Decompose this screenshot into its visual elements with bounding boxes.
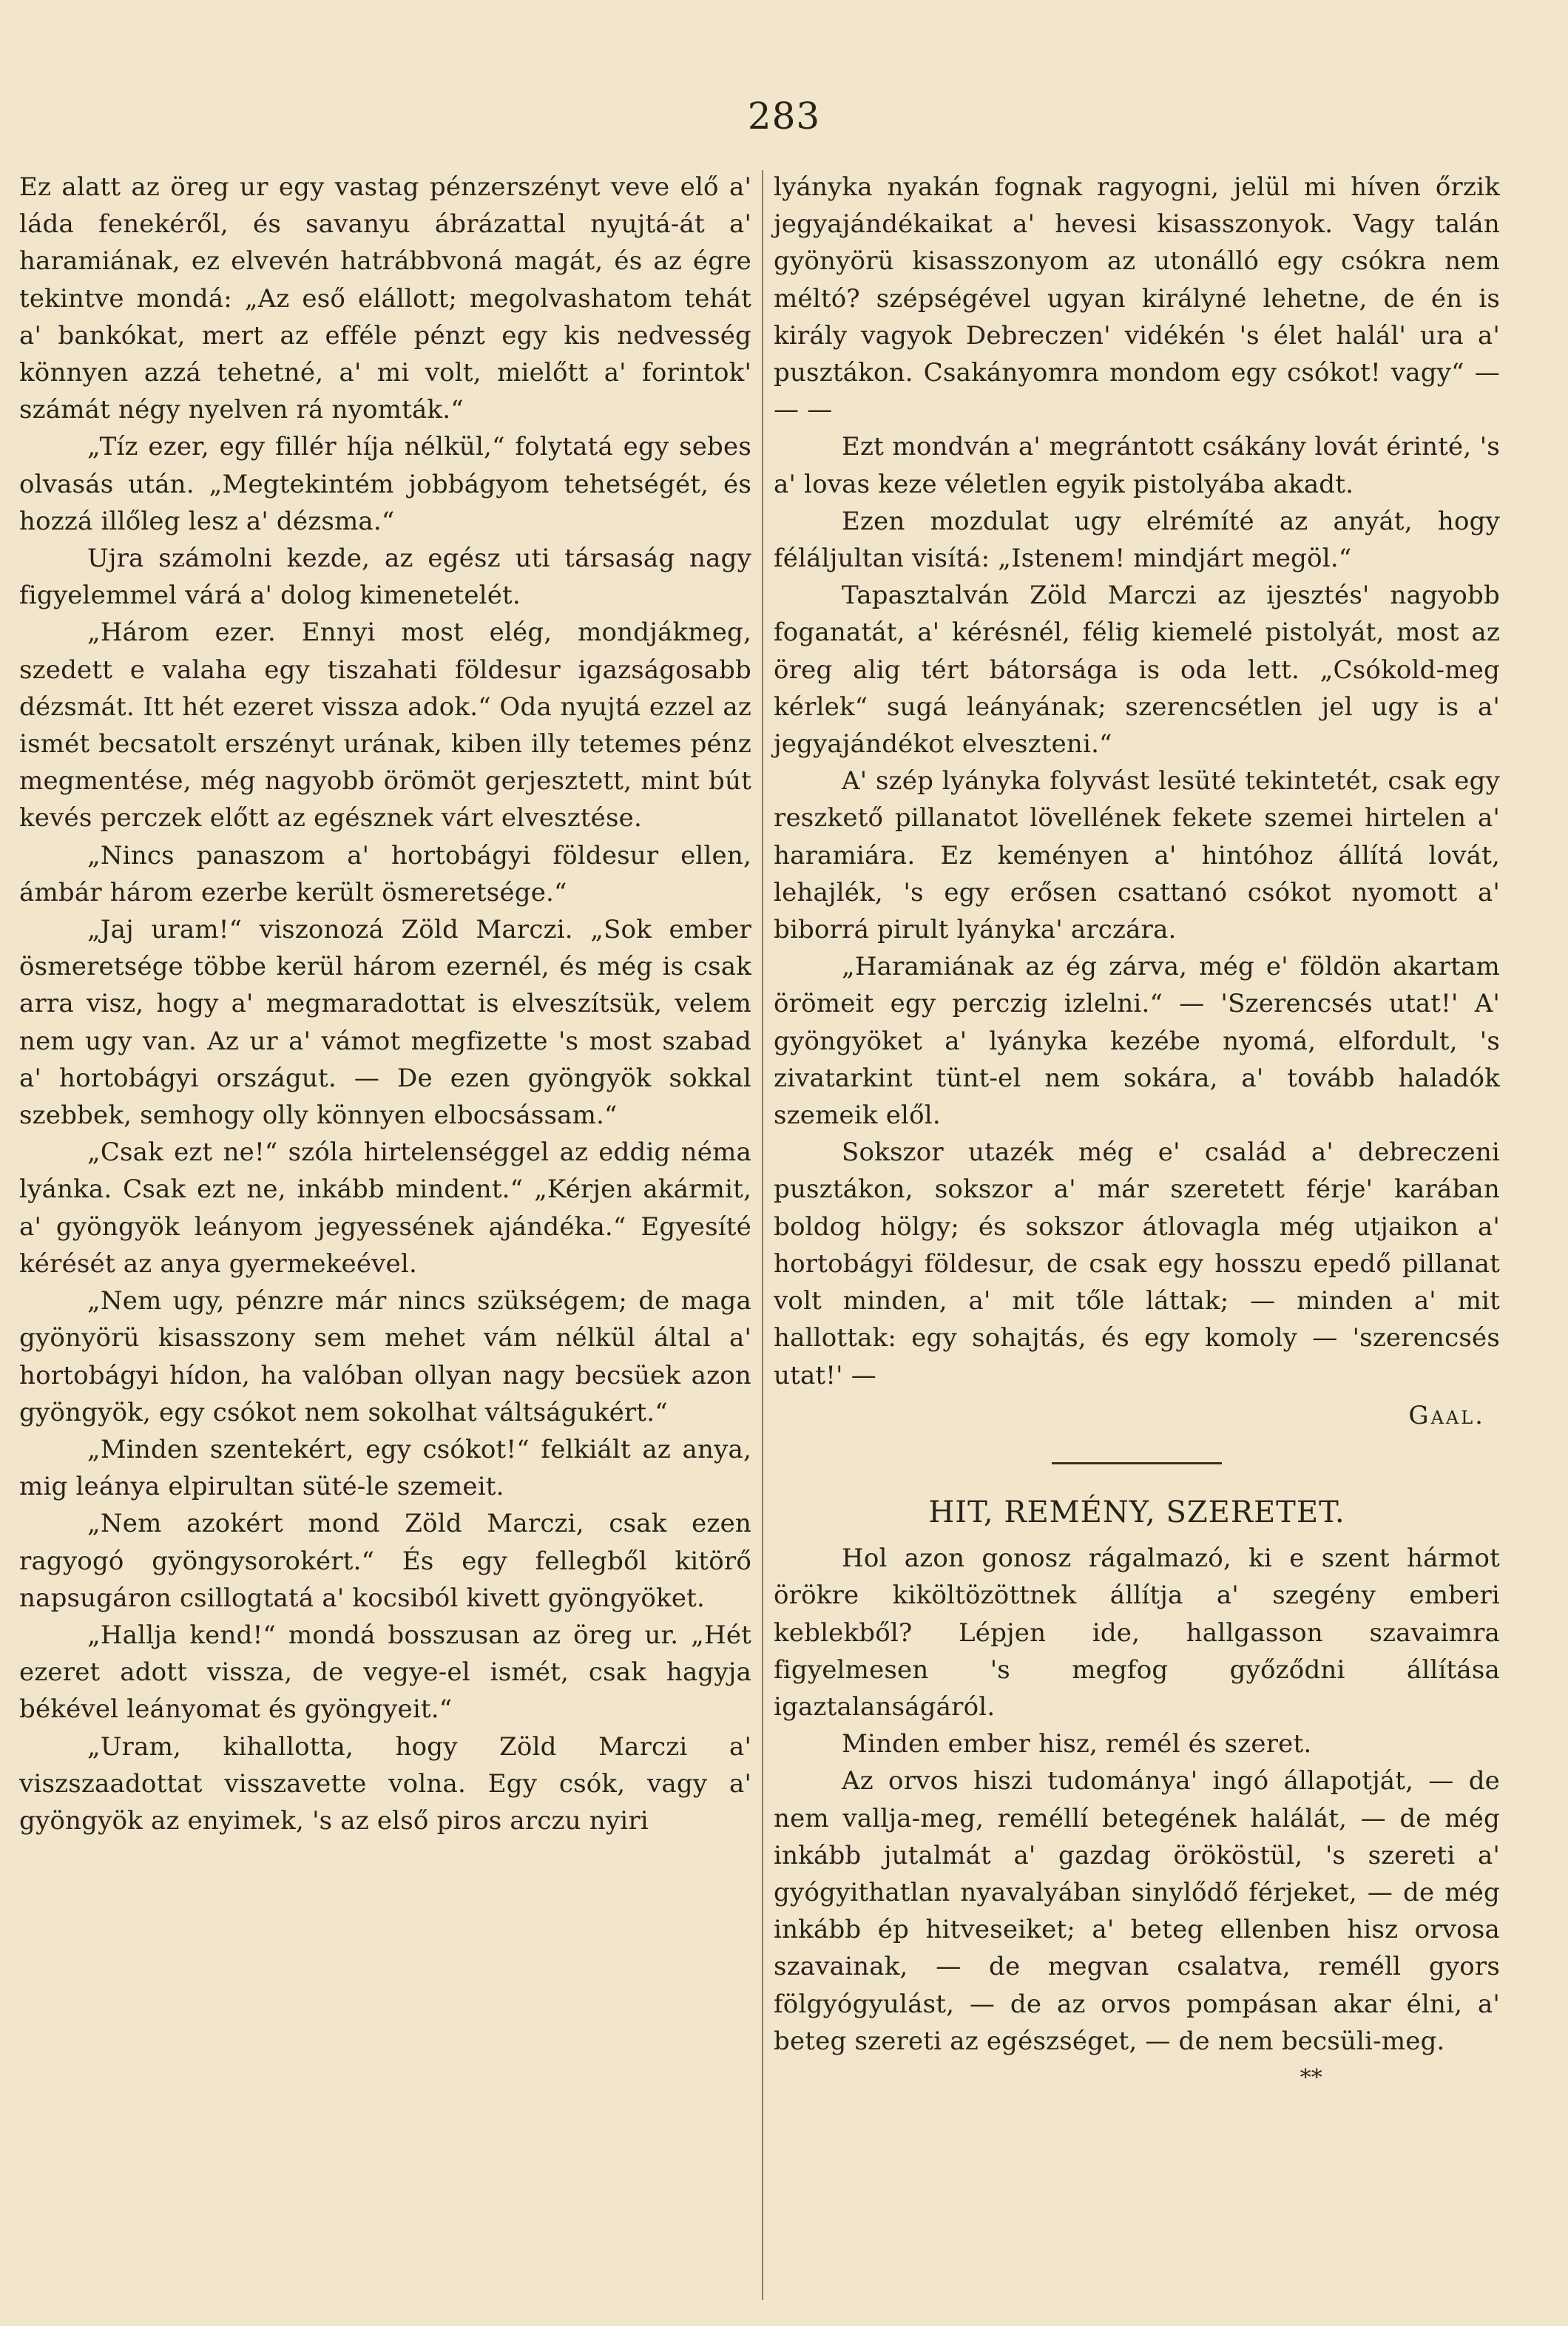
paragraph: „Nincs panaszom a' hortobágyi földesur ellen, ámbár három ezerbe került ösmeretsége.“ <box>19 840 751 907</box>
paragraph: „Uram, kihallotta, hogy Zöld Marczi a' viszszaadottat visszavette volna. Egy csók, vagy a' gyöngyök az enyimek, 's az első piros arczu nyiri <box>19 1731 751 1836</box>
paragraph: Az orvos hiszi tudománya' ingó állapotját, — de nem vallja-meg, reméllí betegének halálát, — de még inkább jutalmát a' gazdag örököstül, 's szereti a' gyógyithatlan nyavalyában sinylődő férjeket, — de még inkább ép hitveseiket; a' beteg ellenben hisz orvosa szavainak, — de megvan csalatva, reméll gyors fölgyógyulást, — de az orvos pompásan akar élni, a' beteg szereti az egészséget, — de nem becsüli-meg. <box>774 1766 1500 2056</box>
paragraph: „Tíz ezer, egy fillér híja nélkül,“ folytatá egy sebes olvasás után. „Megtekintém jobbágyom tehetségét, és hozzá illőleg lesz a' dézsma.“ <box>19 432 751 536</box>
paragraph: Ujra számolni kezde, az egész uti társaság nagy figyelemmel várá a' dolog kimenetelét. <box>19 544 751 611</box>
section-rule <box>1052 1462 1222 1464</box>
left-column <box>19 169 751 1839</box>
paragraph: „Nem azokért mond Zöld Marczi, csak ezen ragyogó gyöngysorokért.“ És egy fellegből kitörő napsugáron csillogtatá a' kocsiból kivett gyöngyöket. <box>19 1509 751 1613</box>
paragraph: „Csak ezt ne!“ szóla hirtelenséggel az eddig néma lyánka. Csak ezt ne, inkább mindent.“ „Kérjen akármit, a' gyöngyök leányom jegyessének ajándéka.“ Egyesíté kérését az anya gyermekeével. <box>19 1137 751 1279</box>
paragraph: Sokszor utazék még e' család a' debreczeni pusztákon, sokszor a' már szeretett férje' karában boldog hölgy; és sokszor átlovagla még utjaikon a' hortobágyi földesur, de csak egy hosszu epedő pillanat volt minden, a' mit tőle láttak; — minden a' mit hallottak: egy sohajtás, és egy komoly — 'szerencsés utat!' — <box>774 1137 1500 1390</box>
page-number: 283 <box>747 95 821 138</box>
paragraph: lyányka nyakán fognak ragyogni, jelül mi híven őrzik jegyajándékaikat a' hevesi kisasszonyok. Vagy talán gyönyörü kisasszonyom az utonálló egy csókra nem méltó? szépségével ugyan királyné lehetne, de én is király vagyok Debreczen' vidékén 's élet halál' ura a' pusztákon. Csakányomra mondom egy csókot! vagy“ — — — <box>774 172 1500 425</box>
paragraph: Tapasztalván Zöld Marczi az ijesztés' nagyobb foganatát, a' kérésnél, félig kiemelé pistolyát, most az öreg alig tért bátorsága is oda lett. „Csókold-meg kérlek“ sugá leányának; szerencsétlen jel ugy is a' jegyajándékot elveszteni.“ <box>774 581 1500 760</box>
paragraph: Ezen mozdulat ugy elrémíté az anyát, hogy féláljultan visítá: „Istenem! mindjárt megöl.“ <box>774 506 1500 574</box>
author-signature: Gaal. <box>1408 1400 1485 1430</box>
section-title: HIT, REMÉNY, SZERETET. <box>928 1495 1345 1529</box>
paragraph: A' szép lyányka folyvást lesüté tekintetét, csak egy reszkető pillanatot lövellének fekete szemei hirtelen a' haramiára. Ez keményen a' hintóhoz állítá lovát, lehajlék, 's egy erősen csattanó csókot nyomott a' biborrá pirult lyányka' arczára. <box>774 766 1500 945</box>
paragraph: „Hallja kend!“ mondá bosszusan az öreg ur. „Hét ezeret adott vissza, de vegye-el ismét, csak hagyja békével leányomat és gyöngyeit.“ <box>19 1620 751 1725</box>
column-divider <box>762 170 763 2300</box>
paragraph: Hol azon gonosz rágalmazó, ki e szent hármot örökre kiköltözöttnek állítja a' szegény emberi keblekből? Lépjen ide, hallgasson szavaimra figyelmesen 's megfog győződni állítása igaztalanságáról. <box>774 1544 1500 1722</box>
right-column <box>774 169 1500 2097</box>
paragraph: Ez alatt az öreg ur egy vastag pénzerszényt veve elő a' láda fenekéről, és savanyu ábrázattal nyujtá-át a' haramiának, ez elvevén hatrábbvoná magát, és az égre tekintve mondá: „Az eső elállott; megolvashatom tehát a' bankókat, mert az efféle pénzt egy kis nedvesség könnyen azzá tehetné, a' mi volt, mielőtt a' forintok' számát négy nyelven rá nyomták.“ <box>19 172 751 425</box>
paragraph: Minden ember hisz, remél és szeret. <box>842 1729 1312 1759</box>
paragraph: Ezt mondván a' megrántott csákány lovát érinté, 's a' lovas keze véletlen egyik pistolyába akadt. <box>774 432 1500 499</box>
paragraph: „Minden szentekért, egy csókot!“ felkiált az anya, mig leánya elpirultan süté-le szemeit. <box>19 1434 751 1502</box>
paragraph: „Haramiának az ég zárva, még e' földön akartam örömeit egy perczig izlelni.“ — 'Szerencsés utat!' A' gyöngyöket a' lyányka kezébe nyomá, elfordult, 's zivatarkint tünt-el nem sokára, a' tovább haladók szemeik elől. <box>774 952 1500 1131</box>
paragraph: „Nem ugy, pénzre már nincs szükségem; de maga gyönyörü kisasszony sem mehet vám nélkül által a' hortobágyi hídon, ha valóban ollyan nagy becsüek azon gyöngyök, egy csókot nem sokolhat váltságukért.“ <box>19 1286 751 1427</box>
paragraph: „Három ezer. Ennyi most elég, mondjákmeg, szedett e valaha egy tiszahati földesur igazságosabb dézsmát. Itt hét ezeret vissza adok.“ Oda nyujtá ezzel az ismét becsatolt erszényt urának, kiben illy tetemes pénz megmentése, még nagyobb örömöt gerjesztett, mint bút kevés perczek előtt az egésznek várt elvesztése. <box>19 618 751 834</box>
paragraph: „Jaj uram!“ viszonozá Zöld Marczi. „Sok ember ösmeretsége többe kerül három ezernél, és még is csak arra visz, hogy a' megmaradottat is elveszítsük, velem nem ugy van. Az ur a' vámot megfizette 's most szabad a' hortobágyi országut. — De ezen gyöngyök sokkal szebbek, semhogy olly könnyen elbocsássam.“ <box>19 915 751 1131</box>
ornament-mark: ** <box>1300 2064 1322 2091</box>
